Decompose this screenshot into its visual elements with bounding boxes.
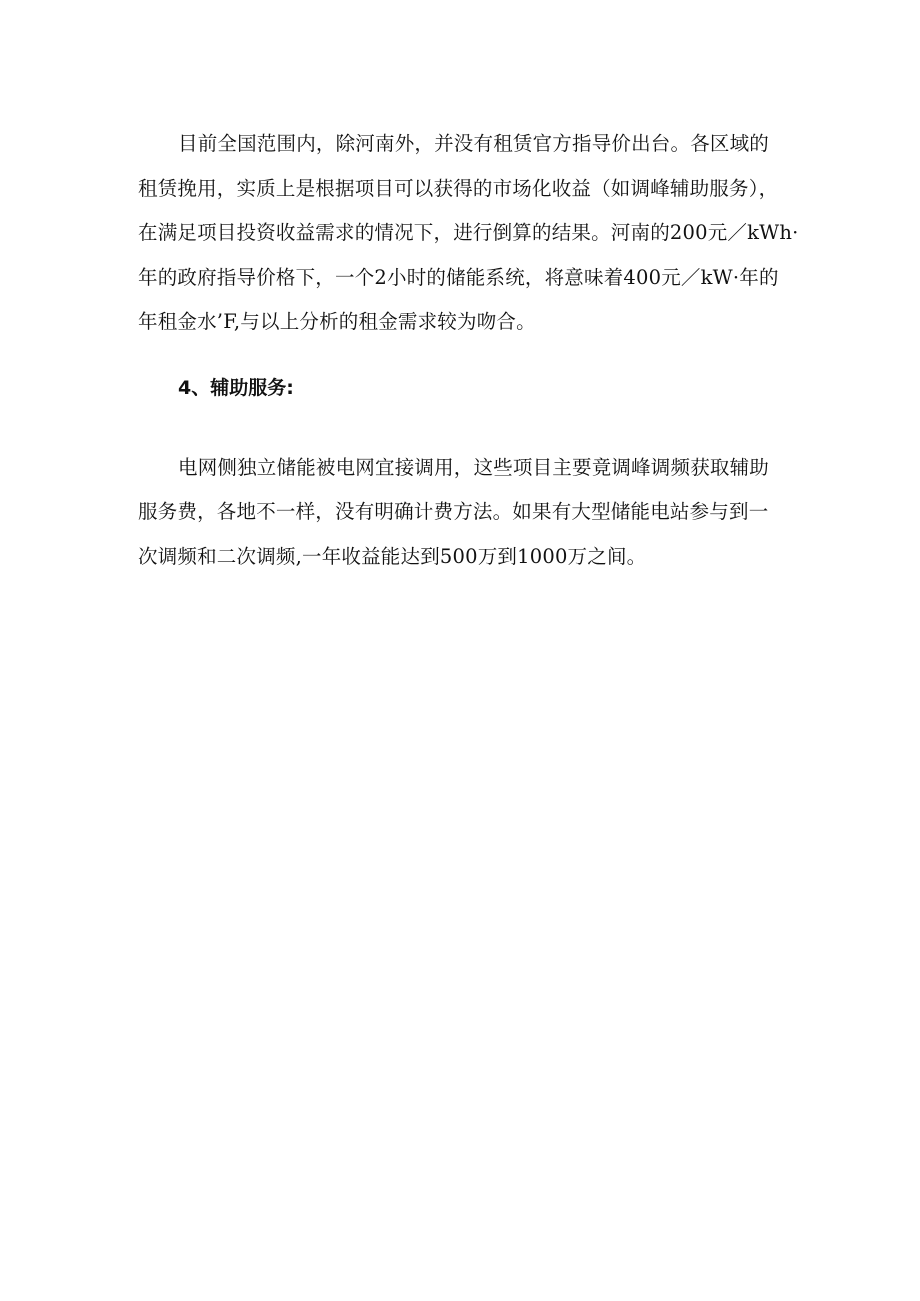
paragraph-line: 年的政府指导价格下，一个2小时的储能系统，将意味着400元／kW·年的 <box>138 265 779 289</box>
paragraph-line: 在满足项目投资收益需求的情况下，进行倒算的结果。河南的200元／kWh· <box>138 221 799 244</box>
document-body <box>138 122 799 579</box>
paragraph-line: 目前全国范围内，除河南外，并没有租赁官方指导价出台。各区域的 <box>178 132 770 155</box>
section-heading-ancillary-services: 4、辅助服务: <box>178 376 294 399</box>
paragraph-ancillary-services <box>138 446 786 580</box>
paragraph-line: 服务费，各地不一样，没有明确计费方法。如果有大型储能电站参与到一 <box>138 500 769 523</box>
paragraph-line: 次调频和二次调频,一年收益能达到500万到1000万之间。 <box>138 544 647 568</box>
paragraph-line: 租赁挽用，实质上是根据项目可以获得的市场化收益（如调峰辅助服务）， <box>138 176 779 200</box>
paragraph-line: 年租金水’F,与以上分析的租金需求较为吻合。 <box>138 310 536 333</box>
paragraph-rental-pricing <box>138 122 799 345</box>
paragraph-line: 电网侧独立储能被电网宜接调用，这些项目主要竟调峰调频获取辅助 <box>178 455 770 479</box>
